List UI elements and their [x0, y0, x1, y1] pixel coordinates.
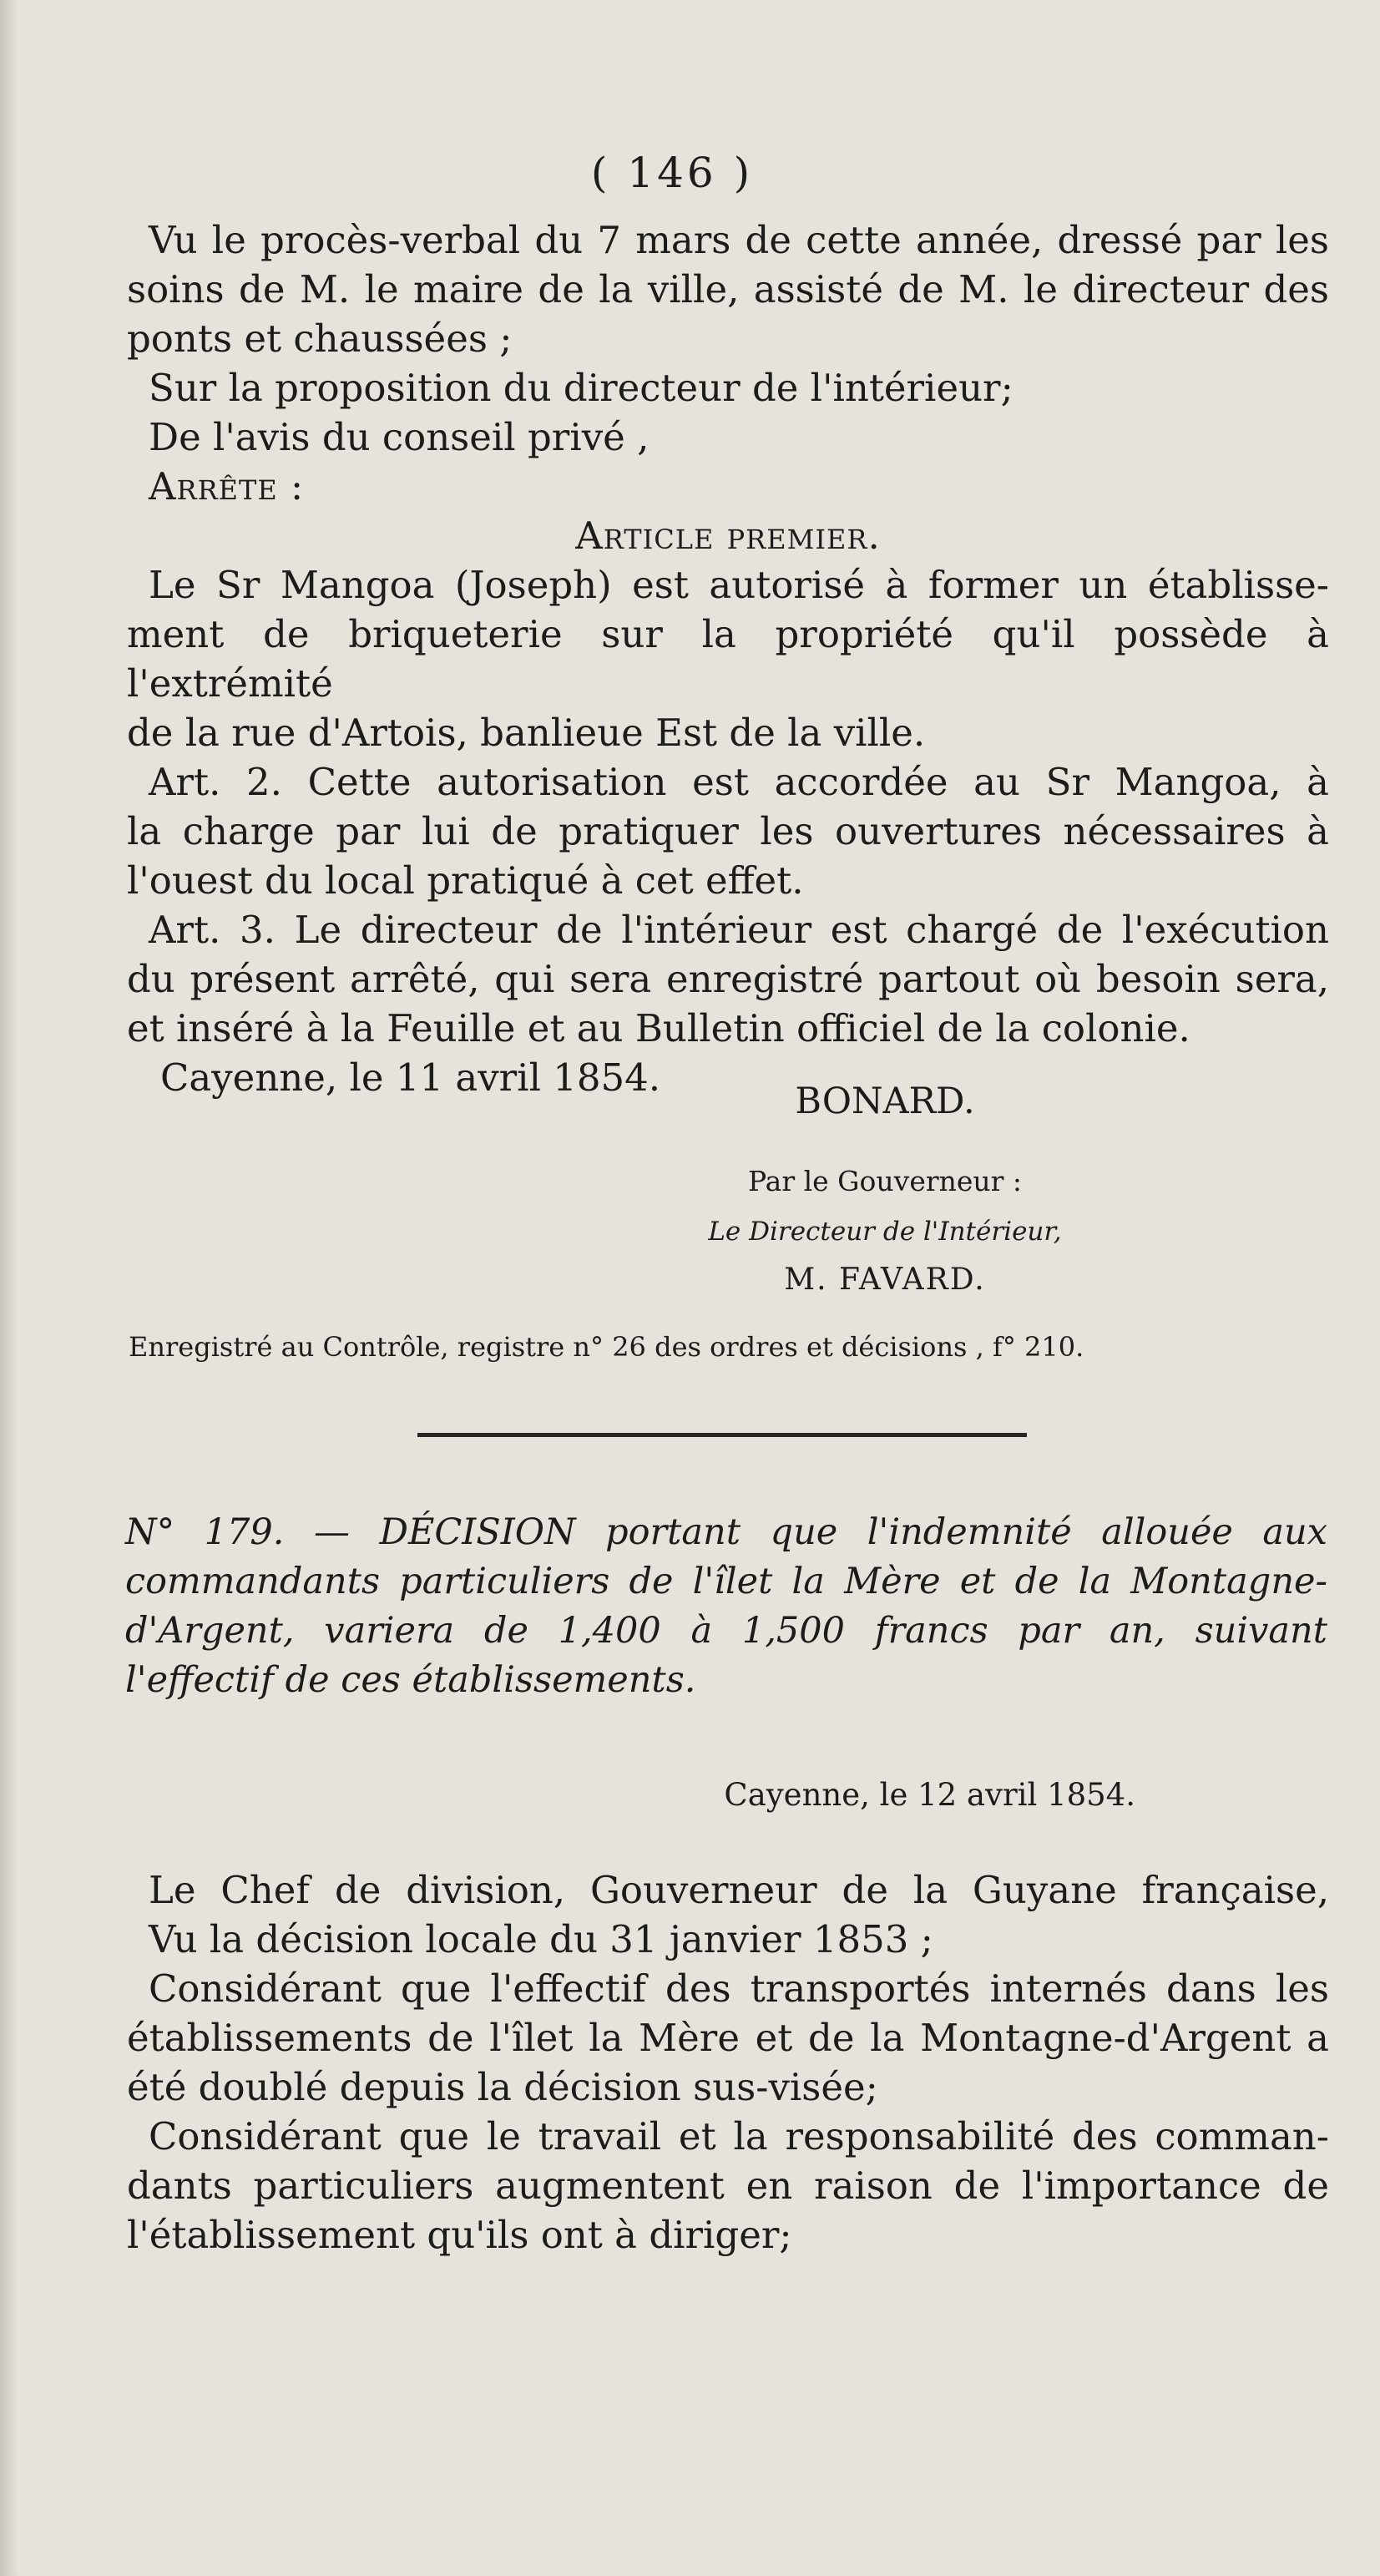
page-edge-shadow: [0, 0, 18, 2576]
title-line: l'effectif de ces établissements.: [125, 1659, 696, 1701]
text-line: soins de M. le maire de la ville, assisté de M. le directeur des: [127, 267, 1329, 311]
section-divider: [417, 1433, 1027, 1437]
text-line: Art. 3. Le directeur de l'intérieur est chargé de l'exécution: [149, 908, 1329, 952]
text-line: ment de briqueterie sur la propriété qu'il possède à l'extrémité: [127, 612, 1329, 706]
text-line: ponts et chaussées ;: [127, 316, 513, 361]
arrete-heading: Arrête :: [149, 464, 305, 509]
text-line: et inséré à la Feuille et au Bulletin officiel de la colonie.: [127, 1006, 1190, 1050]
signature: BONARD.: [795, 1081, 975, 1122]
directeur-title: Le Directeur de l'Intérieur,: [708, 1217, 1062, 1247]
place-date: Cayenne, le 11 avril 1854.: [160, 1055, 661, 1100]
text-line: de la rue d'Artois, banlieue Est de la ville.: [127, 711, 926, 755]
text-line: Considérant que le travail et la responsabilité des comman-: [149, 2114, 1329, 2158]
text-line: l'ouest du local pratiqué à cet effet.: [127, 858, 804, 903]
text-line: Le Sr Mangoa (Joseph) est autorisé à former un établisse-: [149, 563, 1329, 607]
registration-note: Enregistré au Contrôle, registre n° 26 des ordres et décisions , f° 210.: [129, 1331, 1084, 1363]
text-line: établissements de l'îlet la Mère et de la Montagne-d'Argent a: [127, 2016, 1329, 2060]
article-heading: Article premier.: [575, 514, 881, 558]
title-line: N° 179. — DÉCISION portant que l'indemnité allouée aux: [125, 1511, 1327, 1553]
text-line: Le Chef de division, Gouverneur de la Guyane française,: [149, 1868, 1329, 1912]
text-line: été doublé depuis la décision sus-visée;: [127, 2065, 878, 2109]
text-line: Vu le procès-verbal du 7 mars de cette année, dressé par les: [149, 218, 1329, 262]
page-number: ( 146 ): [590, 149, 754, 197]
text-line: Vu la décision locale du 31 janvier 1853 ;: [149, 1917, 933, 1961]
text-line: l'établissement qu'ils ont à diriger;: [127, 2213, 792, 2257]
text-line: Art. 2. Cette autorisation est accordée au Sr Mangoa, à: [149, 760, 1329, 804]
title-line: d'Argent, variera de 1,400 à 1,500 francs par an, suivant: [125, 1610, 1327, 1652]
text-line: De l'avis du conseil privé ,: [149, 415, 650, 459]
countersignature: M. FAVARD.: [784, 1263, 986, 1297]
text-line: la charge par lui de pratiquer les ouvertures nécessaires à: [127, 809, 1329, 853]
decision-body: [127, 1865, 1329, 2260]
text-line: Sur la proposition du directeur de l'intérieur;: [149, 366, 1014, 410]
text-line: du présent arrêté, qui sera enregistré partout où besoin sera,: [127, 957, 1329, 1001]
decision-title: [125, 1508, 1327, 1705]
title-line: commandants particuliers de l'îlet la Mère et de la Montagne-: [125, 1561, 1327, 1602]
decree-body: [127, 215, 1329, 1102]
text-line: Considérant que l'effectif des transportés internés dans les: [149, 1966, 1329, 2011]
par-le-gouverneur: Par le Gouverneur :: [747, 1165, 1023, 1197]
decision-date: Cayenne, le 12 avril 1854.: [724, 1777, 1135, 1813]
text-line: dants particuliers augmentent en raison de l'importance de: [127, 2164, 1329, 2208]
